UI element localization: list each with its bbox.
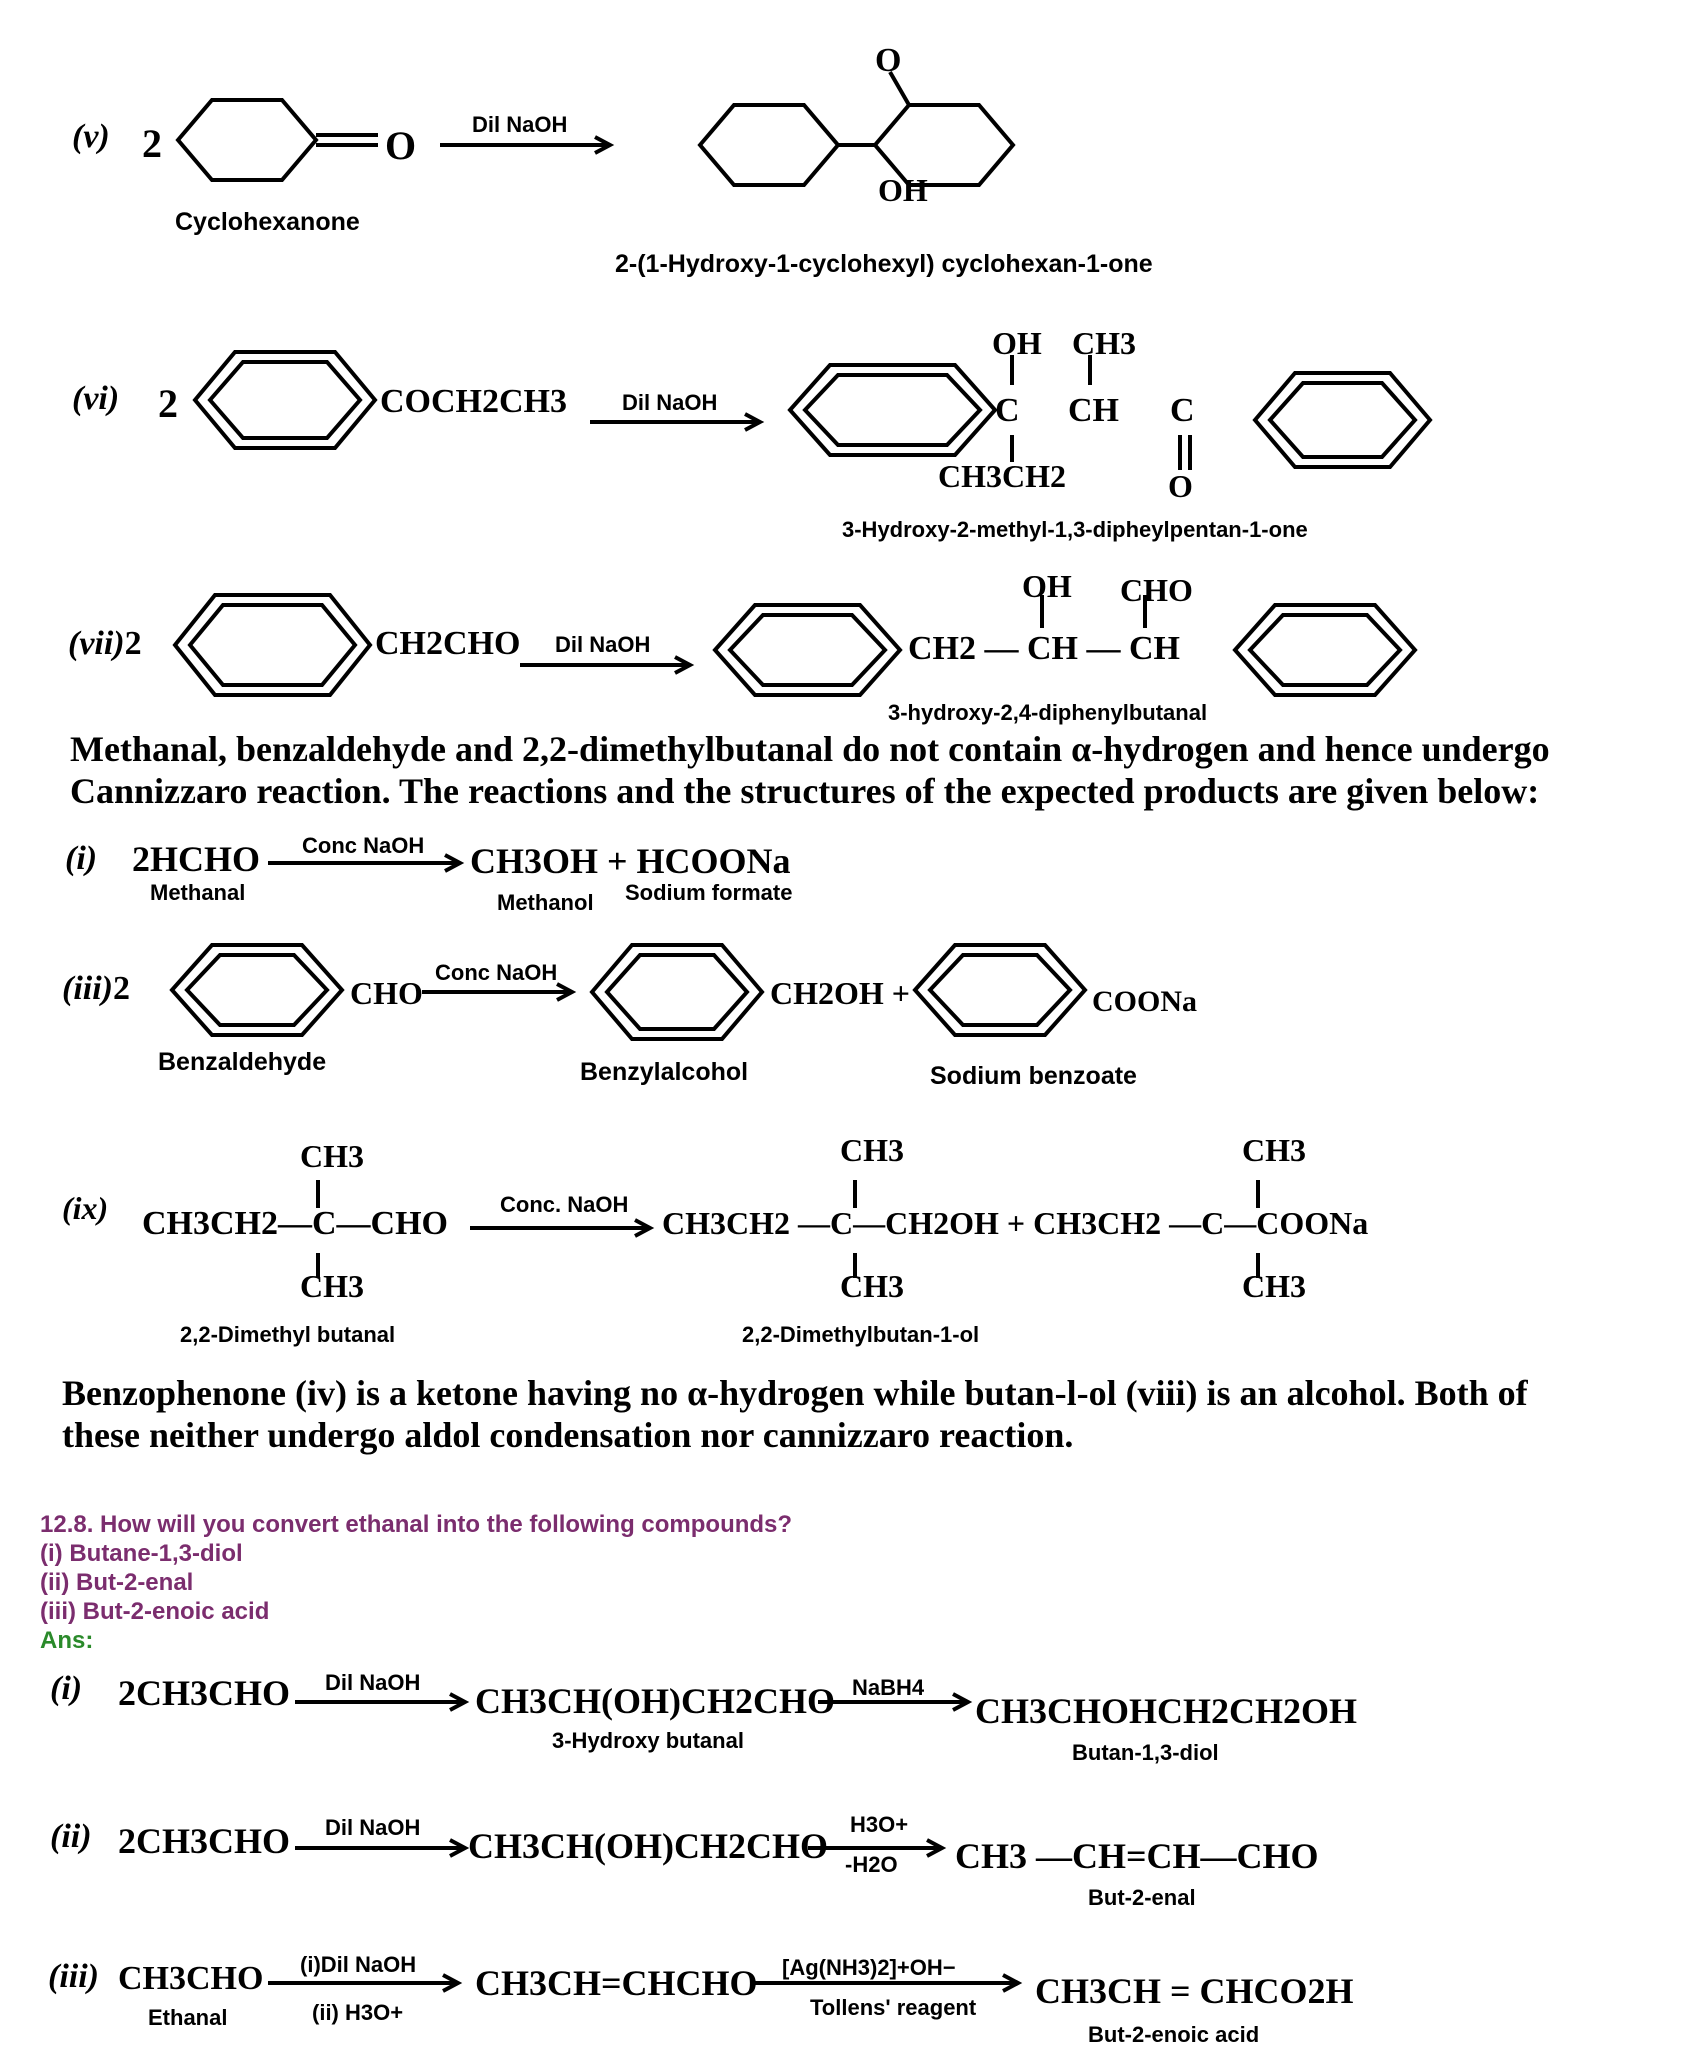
question-title: 12.8. How will you convert ethanal into the following compounds? (40, 1511, 793, 1538)
reaction-vii-number: (vii)2 (68, 625, 142, 662)
reaction-vii-oh: OH (1022, 568, 1072, 604)
benzene-ring-icon (175, 595, 370, 695)
answer-ii-product: CH3 —CH=CH—CHO (955, 1836, 1319, 1876)
answer-ii-condition2a: H3O+ (850, 1812, 909, 1837)
answer-i-condition2: NaBH4 (852, 1675, 925, 1700)
answer-i-intermediate: CH3CH(OH)CH2CHO (475, 1681, 835, 1721)
answer-ii-condition2b: -H2O (845, 1852, 898, 1877)
reaction-vi-oh: OH (992, 325, 1042, 361)
reaction-vii-product-name: 3-hydroxy-2,4-diphenylbutanal (888, 700, 1208, 725)
answer-i-intermediate-name: 3-Hydroxy butanal (552, 1728, 744, 1753)
reaction-vi-oxygen: O (1168, 468, 1193, 504)
cannizzaro-ix-product2-top-methyl: CH3 (1242, 1132, 1306, 1168)
answer-i-product: CH3CHOHCH2CH2OH (975, 1691, 1358, 1731)
cannizzaro-ix-reactant: CH3CH2—C—CHO (142, 1205, 448, 1242)
answer-i-condition1: Dil NaOH (325, 1670, 421, 1695)
cannizzaro-iii-group: CHO (350, 975, 423, 1011)
reaction-v-product-name: 2-(1-Hydroxy-1-cyclohexyl) cyclohexan-1-one (615, 250, 1153, 278)
cannizzaro-ix-top-methyl: CH3 (300, 1138, 364, 1174)
answer-i-number: (i) (50, 1670, 83, 1707)
cannizzaro-ix-product-name: 2,2-Dimethylbutan-1-ol (742, 1322, 980, 1347)
cannizzaro-iii-product1: CH2OH + (770, 975, 911, 1011)
benzene-ring-icon (1255, 373, 1430, 467)
reaction-vii-cho: CHO (1120, 572, 1193, 608)
benzene-ring-icon (915, 945, 1085, 1035)
answer-iii-reactant-name: Ethanal (148, 2005, 228, 2030)
cannizzaro-ix-condition: Conc. NaOH (500, 1192, 629, 1217)
answer-iii-intermediate: CH3CH=CHCHO (475, 1963, 758, 2003)
benzene-ring-icon (172, 945, 342, 1035)
cannizzaro-iii-reactant-name: Benzaldehyde (158, 1048, 327, 1076)
reaction-vi-ch2ch3: CH3CH2 (938, 458, 1066, 494)
reaction-v-coefficient: 2 (142, 121, 162, 166)
answer-iii-reactant: CH3CHO (118, 1960, 264, 1997)
reaction-v-product-oh: OH (878, 172, 928, 208)
reaction-v-oxygen: O (385, 123, 417, 168)
answer-i-product-name: Butan-1,3-diol (1072, 1740, 1219, 1765)
cannizzaro-intro-paragraph: Methanal, benzaldehyde and 2,2-dimethylbutanal do not contain α-hydrogen and hence undergo Cannizzaro reaction. The reactions and the structures of the expected products are given below: (70, 729, 1550, 811)
cannizzaro-iii-number: (iii)2 (62, 970, 130, 1007)
reaction-v-condition: Dil NaOH (472, 112, 568, 137)
question-item: (iii) But-2-enoic acid (40, 1598, 270, 1625)
reaction-vi-condition: Dil NaOH (622, 390, 718, 415)
reaction-vi-product-name: 3-Hydroxy-2-methyl-1,3-dipheylpentan-1-one (842, 517, 1308, 542)
cannizzaro-ix-bottom-methyl: CH3 (300, 1268, 364, 1304)
reaction-vi-coefficient: 2 (158, 381, 178, 426)
cannizzaro-i-product1-name: Methanol (497, 890, 594, 915)
benzene-ring-icon (195, 352, 375, 448)
answer-iii-product: CH3CH = CHCO2H (1035, 1971, 1354, 2011)
cannizzaro-ix-product1-bottom-methyl: CH3 (840, 1268, 904, 1304)
reaction-vi-group: COCH2CH3 (380, 383, 567, 420)
answer-ii-reactant: 2CH3CHO (118, 1821, 291, 1861)
cannizzaro-i-reactant-name: Methanal (150, 880, 246, 905)
reaction-vi-c: C (995, 392, 1020, 429)
cannizzaro-i-condition: Conc NaOH (302, 833, 425, 858)
cyclohexane-ring-icon (178, 100, 316, 180)
reaction-vi-ch3: CH3 (1072, 325, 1136, 361)
cannizzaro-i-number: (i) (65, 840, 98, 877)
answer-ii-intermediate: CH3CH(OH)CH2CHO (468, 1826, 828, 1866)
answer-iii-condition1a: (i)Dil NaOH (300, 1952, 417, 1977)
question-item: (i) Butane-1,3-diol (40, 1540, 243, 1567)
answer-iii-product-name: But-2-enoic acid (1088, 2022, 1260, 2047)
question-item: (ii) But-2-enal (40, 1569, 194, 1596)
benzene-ring-icon (1235, 605, 1415, 695)
cannizzaro-i-product2-name: Sodium formate (625, 880, 793, 905)
answer-iii-condition2a: [Ag(NH3)2]+OH− (782, 1955, 956, 1980)
cannizzaro-ix-product2-bottom-methyl: CH3 (1242, 1268, 1306, 1304)
answer-ii-condition1: Dil NaOH (325, 1815, 421, 1840)
answer-iii-condition2b: Tollens' reagent (810, 1995, 977, 2020)
cannizzaro-iii-product2-name: Sodium benzoate (930, 1062, 1137, 1090)
answer-label: Ans: (40, 1627, 94, 1654)
question-block (40, 1510, 792, 1655)
cannizzaro-iii-product1-name: Benzylalcohol (580, 1058, 749, 1086)
benzene-ring-icon (592, 945, 762, 1039)
cannizzaro-iii-condition: Conc NaOH (435, 960, 558, 985)
answer-ii-number: (ii) (50, 1818, 92, 1855)
cannizzaro-i-products: CH3OH + HCOONa (470, 841, 791, 881)
reaction-vi-c2: C (1170, 392, 1195, 429)
reaction-v-reactant-name: Cyclohexanone (175, 208, 360, 236)
reaction-v-number: (v) (72, 118, 110, 155)
reaction-vii-group: CH2CHO (375, 625, 521, 662)
cannizzaro-ix-products: CH3CH2 —C—CH2OH + CH3CH2 —C—COONa (662, 1205, 1369, 1241)
answer-iii-condition1b: (ii) H3O+ (312, 2000, 404, 2025)
benzene-ring-icon (790, 365, 995, 455)
cannizzaro-iii-product2: COONa (1092, 985, 1197, 1018)
answer-i-reactant: 2CH3CHO (118, 1673, 291, 1713)
cannizzaro-ix-reactant-name: 2,2-Dimethyl butanal (180, 1322, 396, 1347)
reaction-vii-chain: CH2 — CH — CH (908, 630, 1180, 667)
answer-ii-product-name: But-2-enal (1088, 1885, 1196, 1910)
reaction-vi-number: (vi) (72, 380, 120, 417)
cannizzaro-ix-product1-top-methyl: CH3 (840, 1132, 904, 1168)
benzene-ring-icon (715, 605, 900, 695)
answer-iii-number: (iii) (48, 1958, 99, 1995)
benzophenone-paragraph: Benzophenone (iv) is a ketone having no α-hydrogen while butan-l-ol (viii) is an alcohol. Both of these neither undergo aldol condensation nor cannizzaro reaction. (62, 1373, 1528, 1455)
cyclohexane-ring-icon (700, 105, 838, 185)
cannizzaro-ix-number: (ix) (62, 1190, 109, 1226)
cannizzaro-i-reactant: 2HCHO (132, 839, 261, 879)
reaction-vii-condition: Dil NaOH (555, 632, 651, 657)
reaction-vi-ch: CH (1068, 392, 1119, 429)
reaction-v-product-oxygen: O (875, 42, 902, 79)
